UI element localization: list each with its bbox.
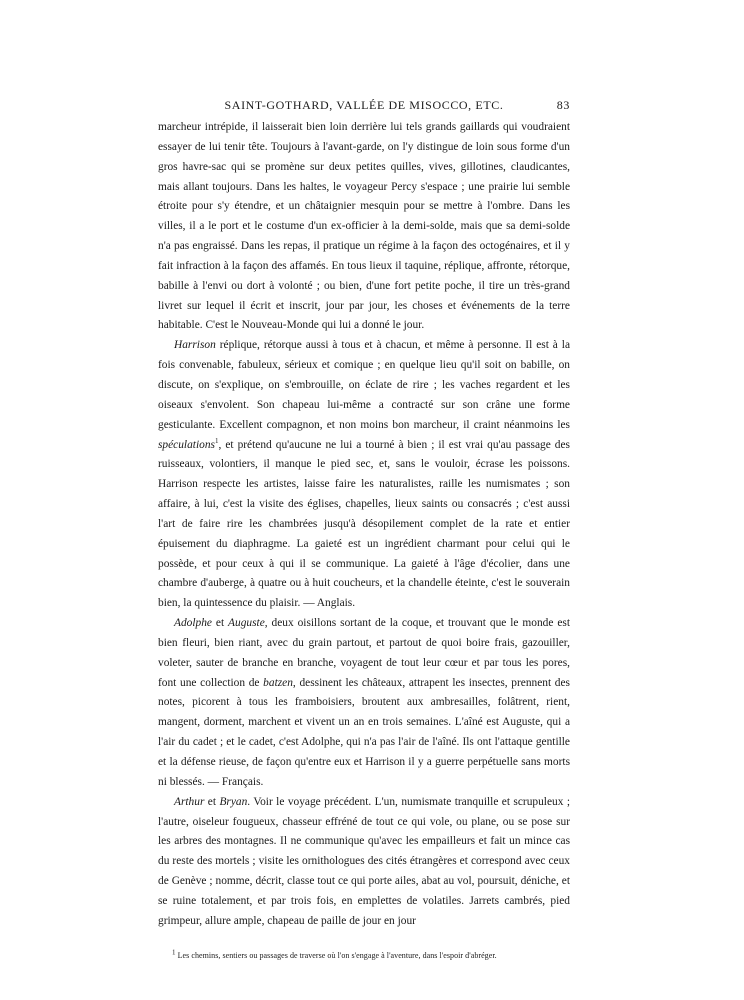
paragraph-arthur-bryan [158, 793, 570, 932]
paragraph-text: réplique, rétorque aussi à tous et à chacun, et même à personne. Il est à la fois convenable, fabuleux, sérieux et comique ; en quelque lieu qu'il soit on babille, on discute, on s'explique, on s'embrouille, on éclate de rire ; les vaches regardent et les oiseaux s'envolent. Son chapeau lui-même a contracté sur son crâne une forme gesticulante. Excellent compagnon, et non moins bon marcheur, il craint néanmoins les [158, 339, 570, 431]
footnote-text: Les chemins, sentiers ou passages de traverse où l'on s'engage à l'aventure, dans l'espoir d'abréger. [175, 950, 497, 960]
paragraph-adolphe-auguste [158, 614, 570, 793]
footnote [158, 947, 570, 961]
name-arthur: Arthur [174, 795, 205, 808]
italic-term: batzen [263, 676, 293, 689]
name-harrison: Harrison [174, 339, 216, 352]
paragraph-text: , et prétend qu'aucune ne lui a tourné à bien ; il est vrai qu'au passage des ruisseaux, volontiers, il manque le pied sec, et, sans le vouloir, écrase les poissons. Harrison respecte les artistes, laisse faire les naturalistes, raille les numismates ; son affaire, à lui, c'est la visite des églises, chapelles, lieux saints ou consacrés ; c'est aussi l'art de faire rire les chambrées jusqu'à désopilement complet de la rate et entier épuisement du diaphragme. La gaieté est un ingrédient charmant pour celui qui le possède, et pour ceux à qui il se communique. La gaieté à l'âge d'écolier, dans une chambre d'auberge, à quatre ou à huit coucheurs, et la chandelle éteinte, c'est le souverain bien, la quintessence du plaisir. — Anglais. [158, 438, 570, 610]
page-body [158, 118, 570, 932]
conjunction: et [211, 617, 229, 630]
paragraph-harrison [158, 336, 570, 614]
paragraph-text: , deux oisillons sortant de la coque, et trouvant que le monde est bien fleuri, bien riant, avec du grain partout, et partout de quoi boire frais, gazouiller, voleter, sauter de branche en branche, voyagent de tout leur cœur et par tous les pores, font une collection de [158, 617, 570, 689]
running-title: SAINT-GOTHARD, VALLÉE DE MISOCCO, ETC. [224, 98, 504, 112]
conjunction: et [204, 795, 220, 808]
name-auguste: Auguste [228, 617, 265, 630]
paragraph-percy: marcheur intrépide, il laisserait bien loin derrière lui tels grands gaillards qui voudraient essayer de lui tenir tête. Toujours à l'avant-garde, on l'y distingue de loin sous forme d'un gros havre-sac qui se promène sur deux petites quilles, vives, gillotines, claudicantes, mais allant toujours. Dans les haltes, le voyageur Percy s'espace ; une prairie lui semble étroite pour s'y étendre, et un châtaignier mesquin pour se mettre à l'ombre. Dans les villes, il a le port et le costume d'un ex-officier à la demi-solde, mais que sa demi-solde n'a pas engraissé. Dans les repas, il pratique un régime à la façon des octogénaires, et il y fait infraction à la façon des affamés. En tous lieux il taquine, réplique, affronte, rétorque, babille à l'envi ou dort à volonté ; ou bien, d'une fort petite poche, il tire un très-grand livret sur lequel il écrit et inscrit, jour par jour, les choses et événements de la terre habitable. C'est le Nouveau-Monde qui lui a donné le jour. [158, 121, 570, 332]
book-page [158, 96, 570, 961]
footnote-mark: 1 [172, 947, 176, 956]
paragraph-text: . Voir le voyage précédent. L'un, numismate tranquille et scrupuleux ; l'autre, oiseleur fougueux, chasseur effréné de tout ce qui vole, ou plane, ou se pose sur les arbres des montagnes. Il ne communique qu'avec les empailleurs et fait un mince cas du reste des mortels ; visite les ornithologues des cités étrangères et correspond avec ceux de Genève ; nomme, décrit, classe tout ce qui porte ailes, abat au vol, poursuit, déniche, et se ruine totalement, et par trois fois, en emplettes de volatiles. Jarrets cambrés, pied grimpeur, allure ample, chapeau de paille de jour en jour [158, 795, 570, 927]
name-bryan: Bryan [219, 795, 248, 808]
footnote-reference: 1 [214, 436, 219, 445]
italic-term: spéculations [158, 438, 215, 451]
page-number: 83 [556, 98, 570, 112]
paragraph-text: , dessinent les châteaux, attrapent les insectes, prennent des notes, picorent à tous les framboisiers, broutent aux ambresailles, folâtrent, rient, mangent, dorment, marchent et vivent un an en trois semaines. L'aîné est Auguste, qui a l'air du cadet ; et le cadet, c'est Adolphe, qui n'a pas l'air de l'aîné. Ils ont l'attaque gentille et la défense rieuse, de façon qu'entre eux et Harrison il y a guerre perpétuelle sans morts ni blessés. — Français. [158, 676, 570, 788]
name-adolphe: Adolphe [174, 617, 212, 630]
running-header [158, 96, 570, 114]
